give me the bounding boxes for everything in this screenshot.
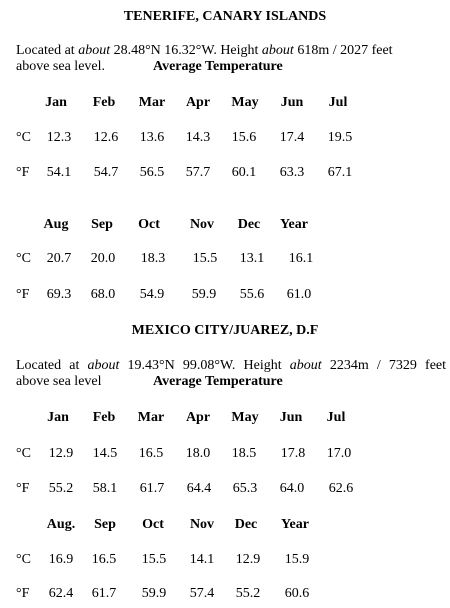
month-header: Oct <box>142 517 164 532</box>
fahrenheit-value: 64.0 <box>279 481 305 496</box>
fahrenheit-value: 55.6 <box>239 287 265 302</box>
celsius-value: 15.9 <box>284 552 310 567</box>
fahrenheit-value: 64.4 <box>186 481 212 496</box>
location-line-2: above sea level. <box>16 59 106 74</box>
fahrenheit-value: 60.1 <box>231 165 257 180</box>
celsius-label: °C <box>16 552 31 567</box>
month-header: Aug <box>43 217 69 232</box>
celsius-value: 18.0 <box>185 446 211 461</box>
fahrenheit-value: 69.3 <box>46 287 72 302</box>
month-header: Oct <box>138 217 160 232</box>
table-subtitle: Average Temperature <box>153 374 283 389</box>
fahrenheit-value: 67.1 <box>327 165 353 180</box>
month-header: Mar <box>137 410 165 425</box>
location-line-2: above sea level <box>16 374 102 389</box>
fahrenheit-value: 58.1 <box>92 481 118 496</box>
month-header: Nov <box>189 517 215 532</box>
fahrenheit-value: 57.7 <box>185 165 211 180</box>
month-header: Apr <box>185 95 211 110</box>
celsius-value: 17.8 <box>280 446 306 461</box>
month-header: Jul <box>328 95 348 110</box>
celsius-value: 13.6 <box>139 130 165 145</box>
fahrenheit-value: 55.2 <box>235 586 261 601</box>
celsius-value: 18.5 <box>231 446 257 461</box>
celsius-value: 14.3 <box>185 130 211 145</box>
fahrenheit-value: 54.9 <box>139 287 165 302</box>
location-line: Located at about 28.48°N 16.32°W. Height about 618m / 2027 feet <box>16 43 393 58</box>
celsius-value: 14.1 <box>189 552 215 567</box>
fahrenheit-value: 63.3 <box>279 165 305 180</box>
month-header: Apr <box>185 410 211 425</box>
fahrenheit-value: 55.2 <box>48 481 74 496</box>
month-header: Mar <box>138 95 166 110</box>
fahrenheit-value: 62.6 <box>328 481 354 496</box>
fahrenheit-value: 61.7 <box>139 481 165 496</box>
fahrenheit-value: 61.7 <box>91 586 117 601</box>
celsius-value: 16.5 <box>91 552 117 567</box>
celsius-value: 15.5 <box>192 251 218 266</box>
table-subtitle: Average Temperature <box>153 59 283 74</box>
fahrenheit-value: 61.0 <box>286 287 312 302</box>
month-header: Nov <box>189 217 215 232</box>
fahrenheit-value: 62.4 <box>48 586 74 601</box>
celsius-value: 16.1 <box>288 251 314 266</box>
month-header: Aug. <box>46 517 76 532</box>
fahrenheit-value: 56.5 <box>139 165 165 180</box>
celsius-value: 17.0 <box>326 446 352 461</box>
month-header: Jan <box>47 410 69 425</box>
celsius-value: 12.3 <box>46 130 72 145</box>
celsius-value: 14.5 <box>92 446 118 461</box>
celsius-value: 15.5 <box>141 552 167 567</box>
section-title: MEXICO CITY/JUAREZ, D.F <box>131 323 319 338</box>
celsius-value: 18.3 <box>140 251 166 266</box>
celsius-label: °C <box>16 446 31 461</box>
celsius-value: 12.9 <box>235 552 261 567</box>
celsius-value: 15.6 <box>231 130 257 145</box>
celsius-value: 13.1 <box>239 251 265 266</box>
month-header: Year <box>280 217 308 232</box>
month-header: May <box>231 95 259 110</box>
fahrenheit-label: °F <box>16 586 30 601</box>
fahrenheit-value: 60.6 <box>284 586 310 601</box>
section-title: TENERIFE, CANARY ISLANDS <box>123 9 327 24</box>
month-header: Jan <box>45 95 67 110</box>
fahrenheit-value: 54.1 <box>46 165 72 180</box>
month-header: Sep <box>94 517 116 532</box>
fahrenheit-value: 68.0 <box>90 287 116 302</box>
month-header: Feb <box>92 410 116 425</box>
fahrenheit-label: °F <box>16 165 30 180</box>
month-header: Dec <box>234 517 258 532</box>
celsius-value: 20.7 <box>46 251 72 266</box>
month-header: Jun <box>280 95 304 110</box>
fahrenheit-value: 59.9 <box>191 287 217 302</box>
celsius-value: 20.0 <box>90 251 116 266</box>
fahrenheit-value: 59.9 <box>141 586 167 601</box>
month-header: Jun <box>279 410 303 425</box>
month-header: Jul <box>326 410 346 425</box>
celsius-value: 12.9 <box>48 446 74 461</box>
month-header: May <box>231 410 259 425</box>
month-header: Feb <box>92 95 116 110</box>
celsius-value: 19.5 <box>327 130 353 145</box>
celsius-value: 12.6 <box>93 130 119 145</box>
celsius-value: 17.4 <box>279 130 305 145</box>
celsius-value: 16.5 <box>138 446 164 461</box>
celsius-label: °C <box>16 251 31 266</box>
fahrenheit-label: °F <box>16 287 30 302</box>
month-header: Sep <box>91 217 113 232</box>
celsius-value: 16.9 <box>48 552 74 567</box>
fahrenheit-value: 57.4 <box>189 586 215 601</box>
fahrenheit-value: 54.7 <box>93 165 119 180</box>
fahrenheit-label: °F <box>16 481 30 496</box>
celsius-label: °C <box>16 130 31 145</box>
month-header: Dec <box>237 217 261 232</box>
month-header: Year <box>281 517 309 532</box>
location-line: Located at about 19.43°N 99.08°W. Height about 2234m / 7329 feet <box>16 358 447 373</box>
fahrenheit-value: 65.3 <box>232 481 258 496</box>
